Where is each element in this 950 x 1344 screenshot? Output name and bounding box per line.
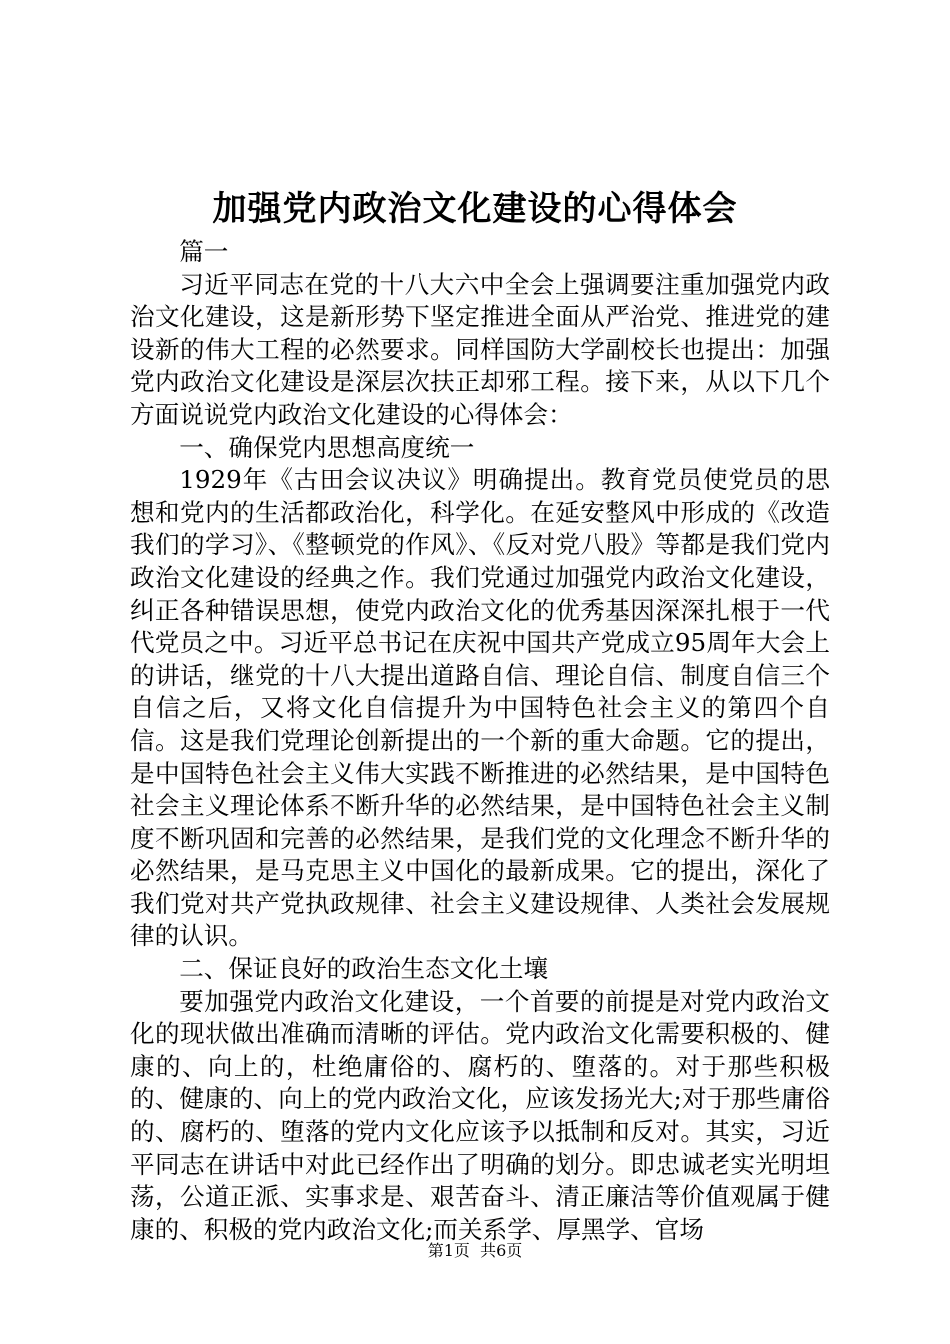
- page-footer: [0, 1240, 950, 1262]
- section-label: 篇一: [179, 237, 229, 266]
- section-heading-1: 一、确保党内思想高度统一: [179, 432, 475, 462]
- document-title: 加强党内政治文化建设的心得体会: [212, 189, 738, 229]
- body-paragraph-2: 要加强党内政治文化建设，一个首要的前提是对党内政治文化的现状做出准确而清晰的评估。党内政治文化需要积极的、健康的、向上的，杜绝庸俗的、腐朽的、堕落的。对于那些积极的、健康的、向上的党内政治文化，应该发扬光大;对于那些庸俗的、腐朽的、堕落的党内文化应该予以抵制和反对。其实，习近平同志在讲话中对此已经作出了明确的划分。即忠诚老实光明坦荡，公道正派、实事求是、艰苦奋斗、清正廉洁等价值观属于健康的、积极的党内政治文化;而关系学、厚黑学、官场: [130, 986, 830, 1244]
- document-body: [130, 236, 830, 1246]
- intro-paragraph: 习近平同志在党的十八大六中全会上强调要注重加强党内政治文化建设，这是新形势下坚定推进全面从严治党、推进党的建设新的伟大工程的必然要求。同样国防大学副校长也提出：加强党内政治文化建设是深层次扶正却邪工程。接下来，从以下几个方面说说党内政治文化建设的心得体会：: [130, 269, 830, 429]
- body-paragraph-1: 1929年《古田会议决议》明确提出。教育党员使党员的思想和党内的生活都政治化，科学化。在延安整风中形成的《改造我们的学习》、《整顿党的作风》、《反对党八股》等都是我们党内政治文化建设的经典之作。我们党通过加强党内政治文化建设，纠正各种错误思想，使党内政治文化的优秀基因深深扎根于一代代党员之中。习近平总书记在庆祝中国共产党成立95周年大会上的讲话，继党的十八大提出道路自信、理论自信、制度自信三个自信之后，又将文化自信提升为中国特色社会主义的第四个自信。这是我们党理论创新提出的一个新的重大命题。它的提出，是中国特色社会主义伟大实践不断推进的必然结果，是中国特色社会主义理论体系不断升华的必然结果，是中国特色社会主义制度不断巩固和完善的必然结果，是我们党的文化理念不断升华的必然结果，是马克思主义中国化的最新成果。它的提出，深化了我们党对共产党执政规律、社会主义建设规律、人类社会发展规律的认识。: [130, 465, 830, 951]
- section-heading-2: 二、保证良好的政治生态文化土壤: [179, 954, 549, 984]
- page-number: 第1页 共6页: [427, 1241, 523, 1260]
